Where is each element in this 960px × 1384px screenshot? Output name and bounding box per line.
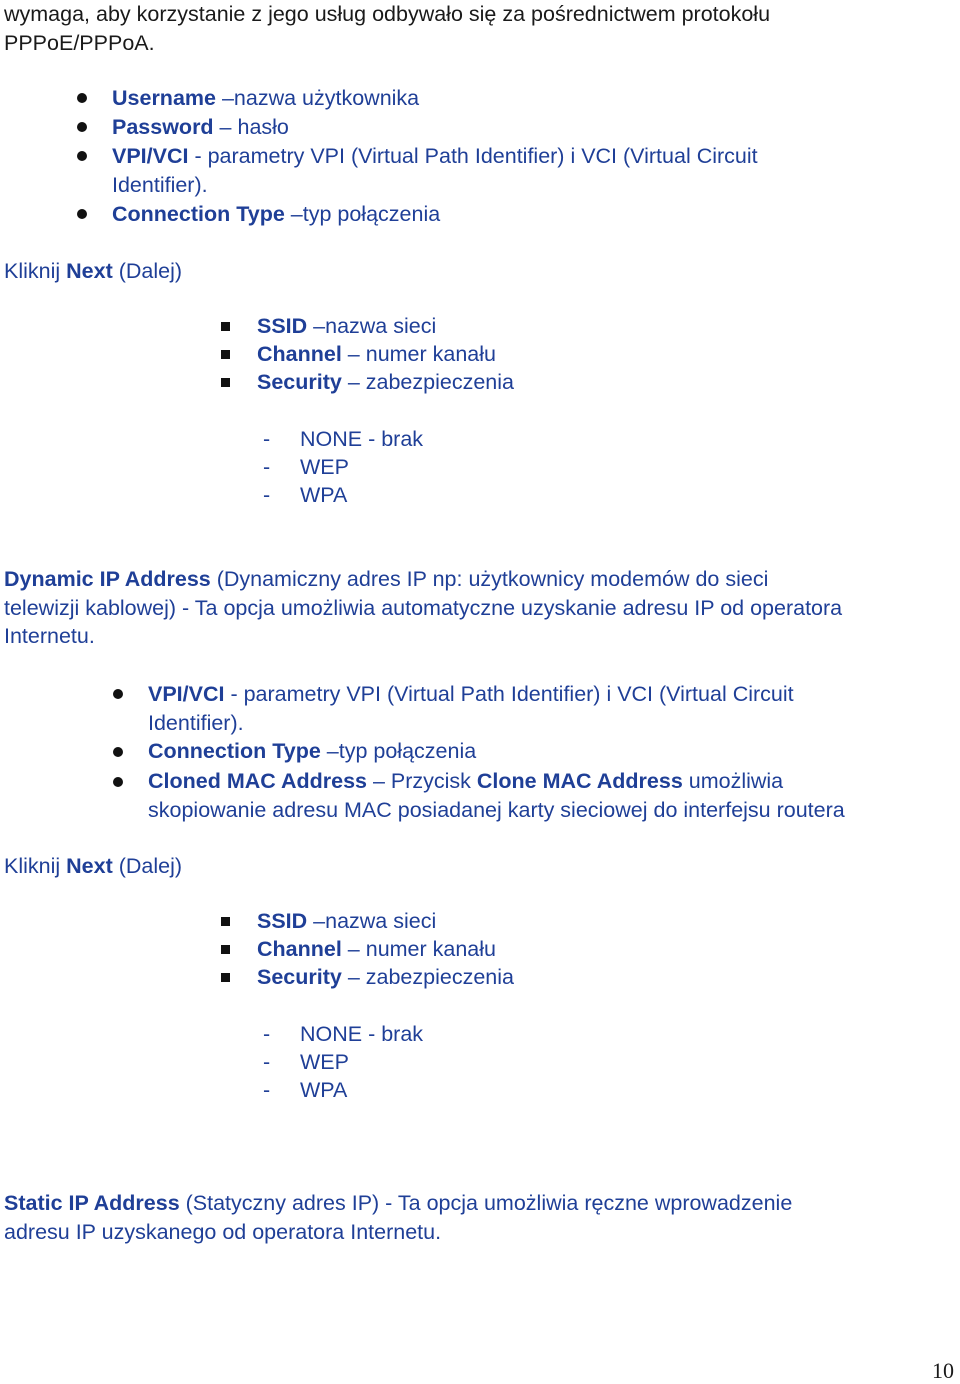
desc-channel: – numer kanału [341,937,497,961]
square-bullet-icon [221,917,230,926]
list-item-connection-type [112,200,440,229]
term-security: Security [257,965,342,989]
term-connection-type: Connection Type [148,739,321,763]
dynamic-line-1: (Dynamiczny adres IP np: użytkownicy modemów do sieci [210,567,769,591]
square-bullet-icon [221,973,230,982]
list-item-channel [257,340,496,369]
dash-marker: - [263,1022,271,1046]
click-suffix: (Dalej) [112,259,183,283]
desc-password: – hasło [213,115,289,139]
desc-username: –nazwa użytkownika [215,86,420,110]
term-static-ip: Static IP Address [4,1191,180,1215]
term-channel: Channel [257,342,342,366]
security-option-none: NONE - brak [300,427,424,451]
term-ssid: SSID [257,909,308,933]
term-dynamic-ip: Dynamic IP Address [4,567,211,591]
term-channel: Channel [257,937,342,961]
desc-security: – zabezpieczenia [341,370,514,394]
static-ip-paragraph [4,1189,792,1246]
term-vpi-vci: VPI/VCI [148,682,225,706]
term-password: Password [112,115,214,139]
intro-paragraph [4,0,770,57]
bullet-icon [77,122,87,132]
page-number: 10 [932,1358,954,1383]
desc-connection-type: –typ połączenia [320,739,477,763]
desc-cloned-mac-cont: skopiowanie adresu MAC posiadanej karty sieciowej do interfejsu routera [148,797,845,822]
list-item-vpi-vci [148,680,794,737]
list-item-ssid [257,312,436,341]
next-term: Next [66,854,113,878]
click-prefix: Kliknij [4,259,67,283]
bullet-icon [113,689,123,699]
desc-cloned-mac-2: umożliwia [682,769,784,793]
intro-line-2: PPPoE/PPPoA. [4,30,155,55]
bullet-icon [77,93,87,103]
click-next-instruction [4,852,182,881]
list-item-connection-type [148,737,476,766]
desc-channel: – numer kanału [341,342,497,366]
bullet-icon [77,151,87,161]
list-item-ssid [257,907,436,936]
security-option-wep: WEP [300,1050,349,1074]
next-term: Next [66,259,113,283]
term-ssid: SSID [257,314,308,338]
security-option-none: NONE - brak [300,1022,424,1046]
dynamic-ip-paragraph [4,565,842,651]
click-suffix: (Dalej) [112,854,183,878]
term-connection-type: Connection Type [112,202,285,226]
desc-cloned-mac: – Przycisk [367,769,477,793]
static-line-2: adresu IP uzyskanego od operatora Internetu. [4,1219,442,1244]
term-security: Security [257,370,342,394]
desc-ssid: –nazwa sieci [307,314,437,338]
desc-connection-type: –typ połączenia [284,202,441,226]
term-cloned-mac: Cloned MAC Address [148,769,367,793]
static-line-1: (Statyczny adres IP) - Ta opcja umożliwia ręczne wprowadzenie [179,1191,793,1215]
list-item-security [257,368,514,397]
dynamic-line-3: Internetu. [4,624,95,648]
dash-marker: - [263,1078,271,1102]
dash-marker: - [263,427,271,451]
click-prefix: Kliknij [4,854,67,878]
list-item-cloned-mac [148,767,845,824]
term-username: Username [112,86,216,110]
bullet-icon [77,209,87,219]
list-item-security [257,963,514,992]
dash-marker: - [263,1050,271,1074]
dynamic-line-2: telewizji kablowej) - Ta opcja umożliwia automatyczne uzyskanie adresu IP od operatora [4,595,843,620]
desc-vpi-vci-cont: Identifier). [148,710,244,735]
security-option-wpa: WPA [300,483,348,507]
desc-vpi-vci: - parametry VPI (Virtual Path Identifier) i VCI (Virtual Circuit [188,144,758,168]
list-item-password [112,113,289,142]
term-vpi-vci: VPI/VCI [112,144,189,168]
term-clone-mac-button: Clone MAC Address [476,769,683,793]
desc-security: – zabezpieczenia [341,965,514,989]
click-next-instruction [4,257,182,286]
square-bullet-icon [221,378,230,387]
security-option-wpa: WPA [300,1078,348,1102]
list-item-channel [257,935,496,964]
intro-line-1: wymaga, aby korzystanie z jego usług odbywało się za pośrednictwem protokołu [4,2,771,26]
list-item-username [112,84,419,113]
bullet-icon [113,747,123,757]
security-option-wep: WEP [300,455,349,479]
square-bullet-icon [221,350,230,359]
desc-vpi-vci-cont: Identifier). [112,172,208,197]
bullet-icon [113,777,123,787]
dash-marker: - [263,483,271,507]
square-bullet-icon [221,322,230,331]
list-item-vpi-vci [112,142,758,199]
square-bullet-icon [221,945,230,954]
desc-ssid: –nazwa sieci [307,909,437,933]
dash-marker: - [263,455,271,479]
desc-vpi-vci: - parametry VPI (Virtual Path Identifier) i VCI (Virtual Circuit [224,682,794,706]
